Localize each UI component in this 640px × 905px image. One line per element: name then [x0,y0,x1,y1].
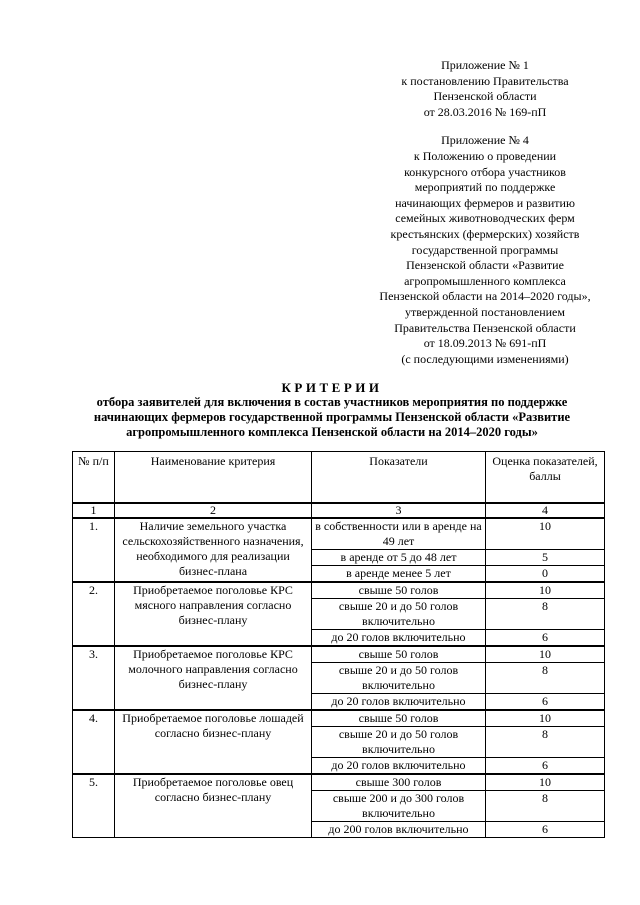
indicator-cell: до 200 голов включительно [312,822,486,838]
table-row [73,582,605,599]
indicator-cell: свыше 20 и до 50 голов включительно [312,599,486,630]
indicator-cell: до 20 голов включительно [312,630,486,647]
annex-line: мероприятий по поддержке [414,180,556,195]
criteria-table [72,451,605,838]
score-cell: 6 [486,630,605,647]
annex-line: начинающих фермеров и развитию [395,195,575,210]
annex-line: семейных животноводческих ферм [395,211,575,226]
annex-line: Пензенской области [433,89,537,104]
criterion-name: Приобретаемое поголовье овец согласно бизнес-плану [115,774,312,838]
indicator-cell: свыше 50 голов [312,646,486,663]
criterion-name: Приобретаемое поголовье лошадей согласно бизнес-плану [115,710,312,774]
score-cell: 0 [486,566,605,583]
indicator-cell: свыше 300 голов [312,774,486,791]
annex-line: конкурсного отбора участников [404,164,566,179]
table-header-row [73,452,605,504]
score-cell: 6 [486,694,605,711]
annex-line: (с последующими изменениями) [401,351,569,366]
score-cell: 10 [486,646,605,663]
column-number: 4 [486,503,605,518]
column-number: 3 [312,503,486,518]
score-cell: 8 [486,663,605,694]
indicator-cell: свыше 50 голов [312,710,486,727]
annex-line: государственной программы [411,242,559,257]
table-row [73,518,605,550]
score-cell: 10 [486,518,605,550]
indicator-cell: в аренде от 5 до 48 лет [312,550,486,566]
score-cell: 8 [486,727,605,758]
criterion-number: 1. [73,518,115,582]
annex-1 [360,58,610,120]
annex-line: к Положению о проведении [413,148,557,163]
annex-line: агропромышленного комплекса [404,273,566,288]
table-row [73,646,605,663]
document-heading [60,380,604,440]
indicator-cell: в аренде менее 5 лет [312,566,486,583]
criterion-number: 3. [73,646,115,710]
criterion-name: Приобретаемое поголовье КРС молочного направления согласно бизнес-плану [115,646,312,710]
header-name: Наименование критерия [115,452,312,504]
annex-line: к постановлению Правительства [401,73,569,88]
criterion-number: 2. [73,582,115,646]
heading-line: отбора заявителей для включения в состав участников мероприятия по поддержке [96,395,568,409]
annex-line: Пензенской области на 2014–2020 годы», [379,289,591,304]
score-cell: 6 [486,758,605,775]
indicator-cell: свыше 20 и до 50 голов включительно [312,663,486,694]
table-row [73,710,605,727]
annex-4 [360,133,610,367]
annex-line: утвержденной постановлением [405,304,565,319]
annex-line: от 28.03.2016 № 169-пП [423,104,547,119]
criterion-number: 4. [73,710,115,774]
indicator-cell: в собственности или в аренде на 49 лет [312,518,486,550]
heading-line: агропромышленного комплекса Пензенской области на 2014–2020 годы» [126,425,538,439]
column-number: 2 [115,503,312,518]
indicator-cell: до 20 голов включительно [312,694,486,711]
document-title: КРИТЕРИИ [281,380,383,395]
annex-line: Правительства Пензенской области [394,320,576,335]
score-cell: 5 [486,550,605,566]
annex-line: крестьянских (фермерских) хозяйств [390,226,580,241]
header-indicators: Показатели [312,452,486,504]
indicator-cell: свыше 50 голов [312,582,486,599]
score-cell: 8 [486,599,605,630]
table-row [73,774,605,791]
criterion-number: 5. [73,774,115,838]
heading-line: начинающих фермеров государственной программы Пензенской области «Развитие [93,410,571,424]
indicator-cell: свыше 20 и до 50 голов включительно [312,727,486,758]
score-cell: 6 [486,822,605,838]
annex-line: Приложение № 4 [441,133,529,148]
annex-block [360,58,610,367]
column-number-row [73,503,605,518]
column-number: 1 [73,503,115,518]
indicator-cell: свыше 200 и до 300 голов включительно [312,791,486,822]
header-num: № п/п [73,452,115,504]
score-cell: 10 [486,710,605,727]
score-cell: 8 [486,791,605,822]
score-cell: 10 [486,774,605,791]
criterion-name: Наличие земельного участка сельскохозяйственного назначения, необходимого для реализации бизнес-плана [115,518,312,582]
criterion-name: Приобретаемое поголовье КРС мясного направления согласно бизнес-плану [115,582,312,646]
header-score: Оценка показателей, баллы [486,452,605,504]
annex-line: от 18.09.2013 № 691-пП [423,336,547,351]
indicator-cell: до 20 голов включительно [312,758,486,775]
annex-line: Приложение № 1 [441,58,529,72]
annex-line: Пензенской области «Развитие [406,258,564,273]
score-cell: 10 [486,582,605,599]
